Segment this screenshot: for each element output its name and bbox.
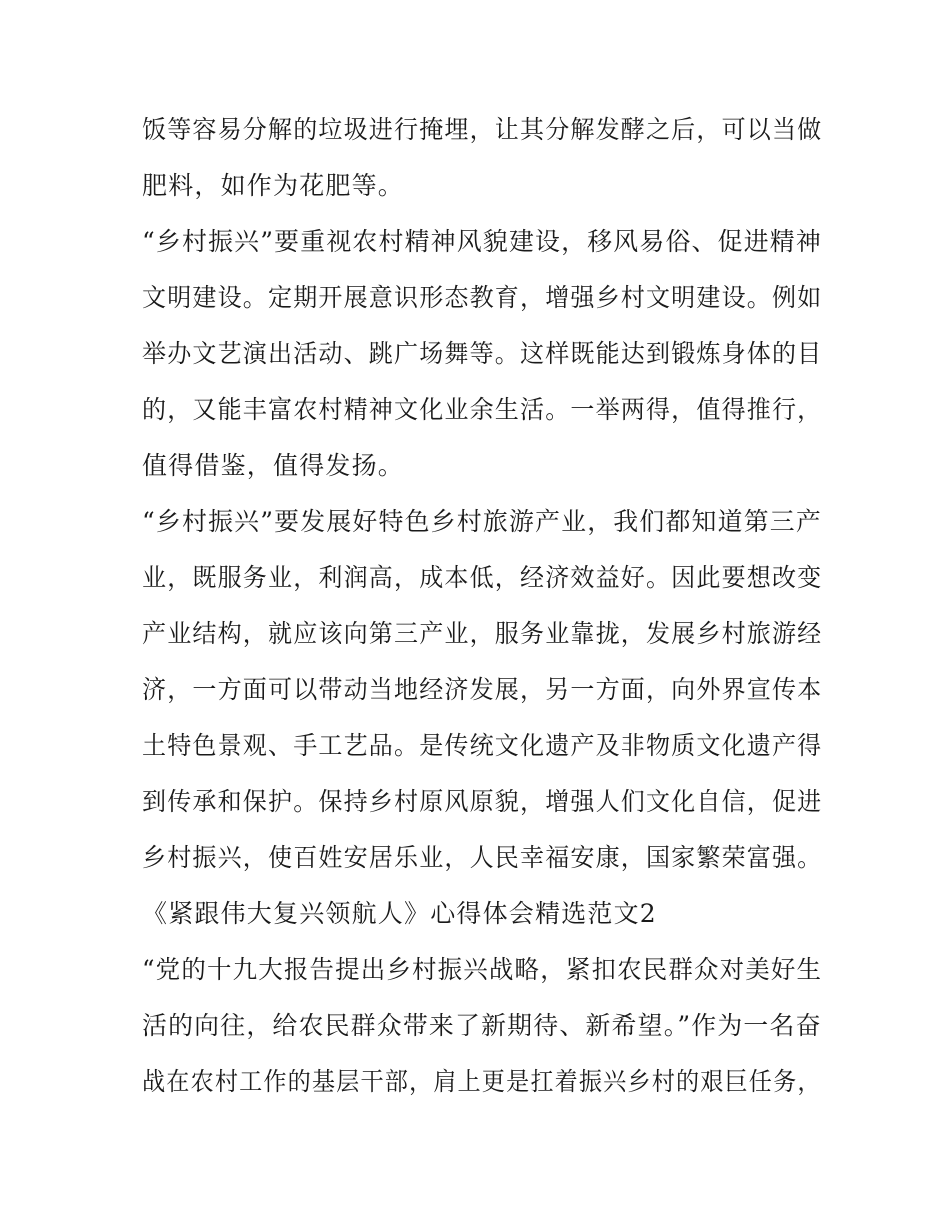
text-line: 活的向往，给农民群众带来了新期待、新希望。”作为一名奋 [142, 1011, 822, 1040]
text-line: “乡村振兴”要发展好特色乡村旅游产业，我们都知道第三产 [142, 507, 822, 536]
text-line: 业，既服务业，利润高，成本低，经济效益好。因此要想改变 [142, 563, 823, 592]
text-line: 饭等容易分解的垃圾进行掩埋，让其分解发酵之后，可以当做 [142, 115, 823, 144]
text-line: 值得借鉴，值得发扬。 [142, 451, 405, 480]
text-line: 济，一方面可以带动当地经济发展，另一方面，向外界宣传本 [142, 675, 823, 704]
text-line: 举办文艺演出活动、跳广场舞等。这样既能达到锻炼身体的目 [142, 339, 823, 368]
text-line: “乡村振兴”要重视农村精神风貌建设，移风易俗、促进精神 [142, 227, 822, 256]
text-line: “党的十九大报告提出乡村振兴战略，紧扣农民群众对美好生 [142, 955, 823, 984]
text-line: 文明建设。定期开展意识形态教育，增强乡村文明建设。例如 [142, 283, 823, 312]
text-line: 土特色景观、手工艺品。是传统文化遗产及非物质文化遗产得 [142, 731, 823, 760]
text-line: 产业结构，就应该向第三产业，服务业靠拢，发展乡村旅游经 [142, 619, 823, 648]
text-line: 到传承和保护。保持乡村原风原貌，增强人们文化自信，促进 [142, 787, 823, 816]
section-heading: 《紧跟伟大复兴领航人》心得体会精选范文2 [142, 899, 657, 928]
text-line: 的，又能丰富农村精神文化业余生活。一举两得，值得推行， [142, 395, 823, 424]
text-line: 乡村振兴，使百姓安居乐业，人民幸福安康，国家繁荣富强。 [142, 843, 823, 872]
text-line: 战在农村工作的基层干部，肩上更是扛着振兴乡村的艰巨任务， [142, 1067, 822, 1096]
text-line: 肥料，如作为花肥等。 [142, 171, 405, 200]
